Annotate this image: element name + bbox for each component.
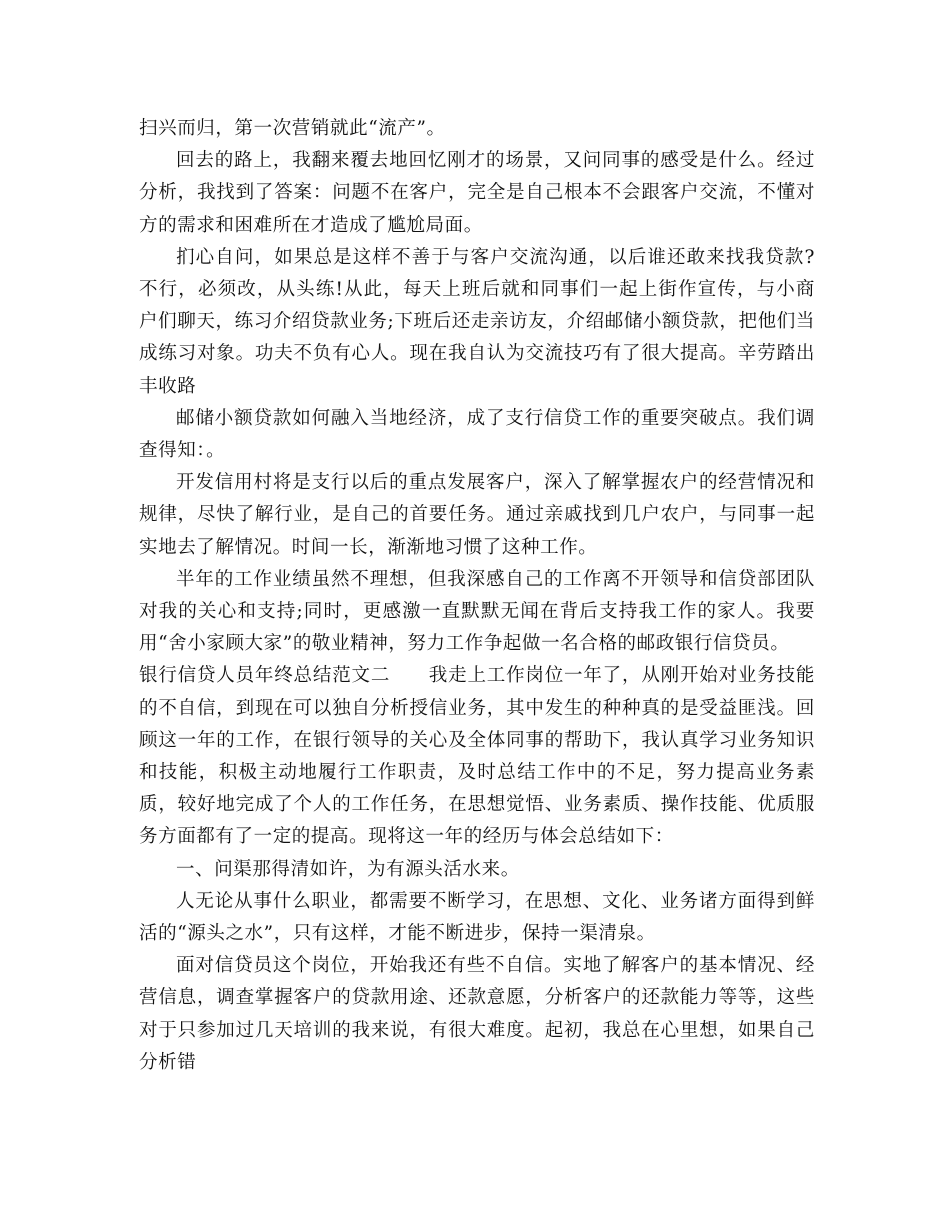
paragraph-4: 邮储小额贷款如何融入当地经济，成了支行信贷工作的重要突破点。我们调查得知：。 [139,407,815,462]
paragraph-9: 人无论从事什么职业，都需要不断学习，在思想、文化、业务诸方面得到鲜活的“源头之水”，只有这样，才能不断进步，保持一渠清泉。 [139,890,815,945]
paragraph-5: 开发信用村将是支行以后的重点发展客户，深入了解掌握农户的经营情况和规律，尽快了解行业，是自己的首要任务。通过亲戚找到几户农户，与同事一起实地去了解情况。时间一长，渐渐地习惯了这种工作。 [139,472,815,558]
paragraph-10: 面对信贷员这个岗位，开始我还有些不自信。实地了解客户的基本情况、经营信息，调查掌握客户的贷款用途、还款意愿，分析客户的还款能力等等，这些对于只参加过几天培训的我来说，有很大难度。起初，我总在心里想，如果自己分析错 [139,955,815,1073]
document-body [139,113,815,1079]
paragraph-3: 扪心自问，如果总是这样不善于与客户交流沟通，以后谁还敢来找我贷款?不行，必须改，从头练!从此，每天上班后就和同事们一起上街作宣传，与小商户们聊天，练习介绍贷款业务;下班后还走亲访友，介绍邮储小额贷款，把他们当成练习对象。功夫不负有心人。现在我自认为交流技巧有了很大提高。辛劳踏出丰收路 [139,246,815,397]
paragraph-7-section-title: 银行信贷人员年终总结范文二 我走上工作岗位一年了，从刚开始对业务技能的不自信，到现在可以独自分析授信业务，其中发生的种种真的是受益匪浅。回顾这一年的工作，在银行领导的关心及全体同事的帮助下，我认真学习业务知识和技能，积极主动地履行工作职责，及时总结工作中的不足，努力提高业务素质，较好地完成了个人的工作任务，在思想觉悟、业务素质、操作技能、优质服务方面都有了一定的提高。现将这一年的经历与体会总结如下： [139,665,815,848]
paragraph-8-heading: 一、问渠那得清如许，为有源头活水来。 [176,858,520,880]
paragraph-1: 扫兴而归，第一次营销就此“流产”。 [139,118,446,139]
paragraph-2: 回去的路上，我翻来覆去地回忆刚才的场景，又问同事的感受是什么。经过分析，我找到了答案：问题不在客户，完全是自己根本不会跟客户交流，不懂对方的需求和困难所在才造成了尴尬局面。 [139,150,815,236]
paragraph-6: 半年的工作业绩虽然不理想，但我深感自己的工作离不开领导和信贷部团队对我的关心和支持;同时，更感激一直默默无闻在背后支持我工作的家人。我要用“舍小家顾大家”的敬业精神，努力工作争起做一名合格的邮政银行信贷员。 [139,568,815,655]
